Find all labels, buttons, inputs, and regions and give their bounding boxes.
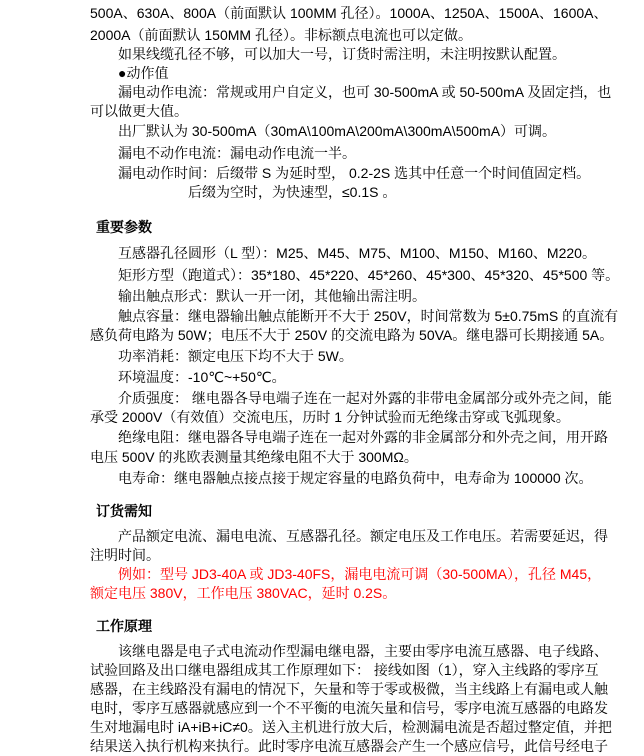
text-line: 电时，零序互感器就感应到一个不平衡的电流矢量和信号，零序电流互感器的电路发 bbox=[90, 700, 608, 716]
text-line: 该继电器是电子式电流动作型漏电继电器，主要由零序电流互感器、电子线路、 bbox=[118, 643, 608, 659]
text-line: 绝缘电阻：继电器各导电端子连在一起对外露的非金属部分和外壳之间，用开路 bbox=[118, 429, 608, 445]
text-line: 介质强度： 继电器各导电端子连在一起对外露的非带电金属部分或外壳之间，能 bbox=[118, 390, 612, 406]
text-line: 后缀为空时，为快速型，≤0.1S 。 bbox=[188, 184, 397, 200]
section-heading: 重要参数 bbox=[96, 219, 152, 235]
text-line: 感负荷电路为 50W；电压不大于 250V 的交流电路为 50VA。继电器可长期接通 5A。 bbox=[90, 327, 614, 343]
text-line: 输出触点形式：默认一开一闭，其他输出需注明。 bbox=[118, 288, 426, 304]
text-line: 生对地漏电时 iA+iB+iC≠0。送入主机进行放大后，检测漏电流是否超过整定值，并把 bbox=[90, 719, 612, 735]
text-line: 触点容量：继电器输出触点能断开不大于 250V，时间常数为 5±0.75mS 的直流有 bbox=[118, 308, 619, 324]
example-text-line: 额定电压 380V，工作电压 380VAC，延时 0.2S。 bbox=[90, 585, 397, 601]
text-line: 互感器孔径圆形（L 型）：M25、M45、M75、M100、M150、M160、M220。 bbox=[118, 245, 596, 261]
text-line: 如果线缆孔径不够，可以加大一号，订货时需注明，未注明按默认配置。 bbox=[118, 46, 566, 62]
example-text-line: 例如：型号 JD3-40A 或 JD3-40FS，漏电电流可调（30-500MA），孔径 M45， bbox=[118, 566, 602, 582]
text-line: 漏电不动作电流：漏电动作电流一半。 bbox=[118, 145, 356, 161]
text-line: 注明时间。 bbox=[90, 547, 160, 563]
text-line: 承受 2000V（有效值）交流电压，历时 1 分钟试验而无绝缘击穿或飞弧现象。 bbox=[90, 409, 570, 425]
text-line: 2000A（前面默认 150MM 孔径）。非标额点电流也可以定做。 bbox=[90, 27, 472, 43]
text-line: 漏电动作电流：常规或用户自定义，也可 30-500mA 或 50-500mA 及固定挡，也 bbox=[118, 84, 612, 100]
text-line: 试验回路及出口继电器组成其工作原理如下： 接线如图（1），穿入主线路的零序互 bbox=[90, 662, 599, 678]
text-line: 产品额定电流、漏电电流、互感器孔径。额定电压及工作电压。若需要延迟，得 bbox=[118, 528, 608, 544]
section-heading: 订货需知 bbox=[96, 503, 152, 519]
text-line: 电压 500V 的兆欧表测量其绝缘电阻不大于 300MΩ。 bbox=[90, 449, 418, 465]
text-line: 可以做更大值。 bbox=[90, 103, 188, 119]
text-line: 出厂默认为 30-500mA（30mA\100mA\200mA\300mA\500mA）可调。 bbox=[118, 123, 557, 139]
text-line: 感器，在主线路没有漏电的情况下，矢量和等于零或极微，当主线路上有漏电或人触 bbox=[90, 681, 608, 697]
text-line: 环境温度：-10℃~+50℃。 bbox=[118, 369, 286, 385]
text-line: 结果送入执行机构来执行。此时零序电流互感器会产生一个感应信号，此信号经电子 bbox=[90, 738, 608, 754]
text-line: 漏电动作时间：后缀带 S 为延时型， 0.2-2S 选其中任意一个时间值固定档。 bbox=[118, 165, 591, 181]
section-heading: 工作原理 bbox=[96, 618, 152, 634]
text-line: ●动作值 bbox=[118, 65, 169, 81]
text-line: 500A、630A、800A（前面默认 100MM 孔径）。1000A、1250A、1500A、1600A、 bbox=[90, 5, 608, 21]
text-line: 矩形方型（跑道式）：35*180、45*220、45*260、45*300、45*320、45*500 等。 bbox=[118, 267, 620, 283]
text-line: 电寿命：继电器触点接点接于规定容量的电路负荷中，电寿命为 100000 次。 bbox=[118, 470, 593, 486]
text-line: 功率消耗：额定电压下均不大于 5W。 bbox=[118, 348, 353, 364]
